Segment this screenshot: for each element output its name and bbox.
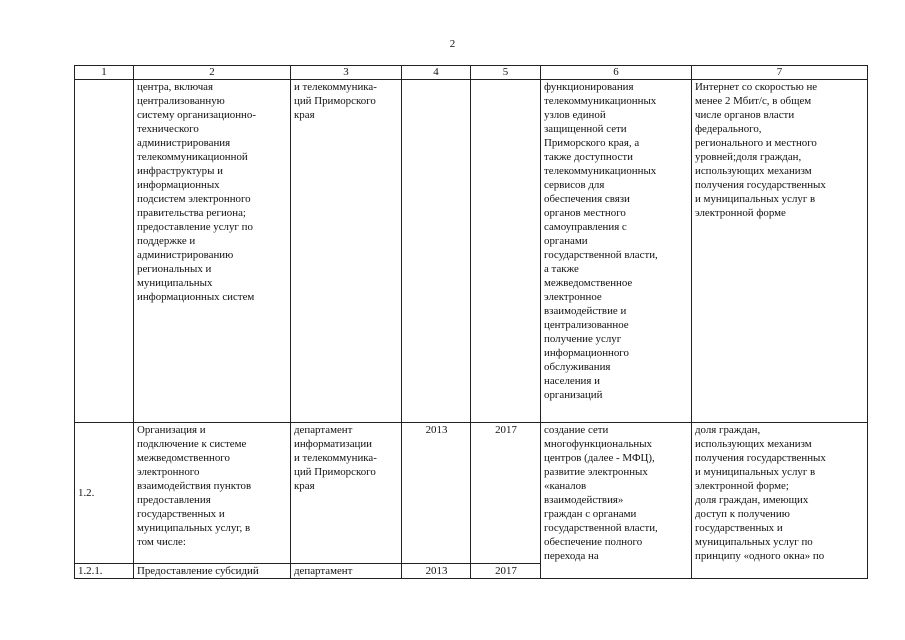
plan-table — [74, 65, 868, 579]
table-row — [75, 80, 868, 423]
indicator-cell: Интернет со скоростью не менее 2 Мбит/с, в общем числе органов власти федерального, регионального и местного уровней;доля граждан, использующих механизм получения государственных и муниципальных услуг в электронной форме — [692, 80, 868, 423]
row-number-cell: 1.2.1. — [75, 564, 134, 579]
responsible-cell: департамент — [291, 564, 402, 579]
header-cell-6: 6 — [541, 66, 692, 80]
activity-cell: Предоставление субсидий — [134, 564, 291, 579]
header-cell-1: 1 — [75, 66, 134, 80]
table-row — [75, 423, 868, 564]
header-cell-5: 5 — [471, 66, 541, 80]
page-number: 2 — [449, 38, 456, 50]
start-year-cell — [402, 80, 471, 423]
result-cell: функционирования телекоммуникационных узлов единой защищенной сети Приморского края, а также доступности телекоммуникационных сервисов для обеспечения связи органов местного самоуправления с органами государственной власти, а также межведомственное электронное взаимодействие и централизованное получение услуг информационного обслуживания населения и организаций — [541, 80, 692, 423]
activity-cell: центра, включая централизованную систему организационно- технического администрирования телекоммуникационной инфраструктуры и информационных подсистем электронного правительства региона; предоставление услуг по поддержке и администрированию региональных и муниципальных информационных систем — [134, 80, 291, 423]
start-year-cell: 2013 — [402, 423, 471, 564]
header-cell-7: 7 — [692, 66, 868, 80]
start-year-cell: 2013 — [402, 564, 471, 579]
responsible-cell: департамент информатизации и телекоммуника- ций Приморского края — [291, 423, 402, 564]
header-cell-2: 2 — [134, 66, 291, 80]
indicator-cell: доля граждан, использующих механизм получения государственных и муниципальных услуг в электронной форме; доля граждан, имеющих доступ к получению государственных и муниципальных услуг по принципу «одного окна» по — [692, 423, 868, 579]
header-cell-3: 3 — [291, 66, 402, 80]
responsible-cell: и телекоммуника- ций Приморского края — [291, 80, 402, 423]
end-year-cell — [471, 80, 541, 423]
activity-cell: Организация и подключение к системе межведомственного электронного взаимодействия пунктов предоставления государственных и муниципальных услуг, в том числе: — [134, 423, 291, 564]
row-number-cell — [75, 80, 134, 423]
table-header-row — [75, 66, 868, 80]
row-number-cell: 1.2. — [75, 423, 134, 564]
end-year-cell: 2017 — [471, 564, 541, 579]
header-cell-4: 4 — [402, 66, 471, 80]
end-year-cell: 2017 — [471, 423, 541, 564]
result-cell: создание сети многофункциональных центров (далее - МФЦ), развитие электронных «каналов взаимодействия» граждан с органами государственной власти, обеспечение полного перехода на — [541, 423, 692, 579]
